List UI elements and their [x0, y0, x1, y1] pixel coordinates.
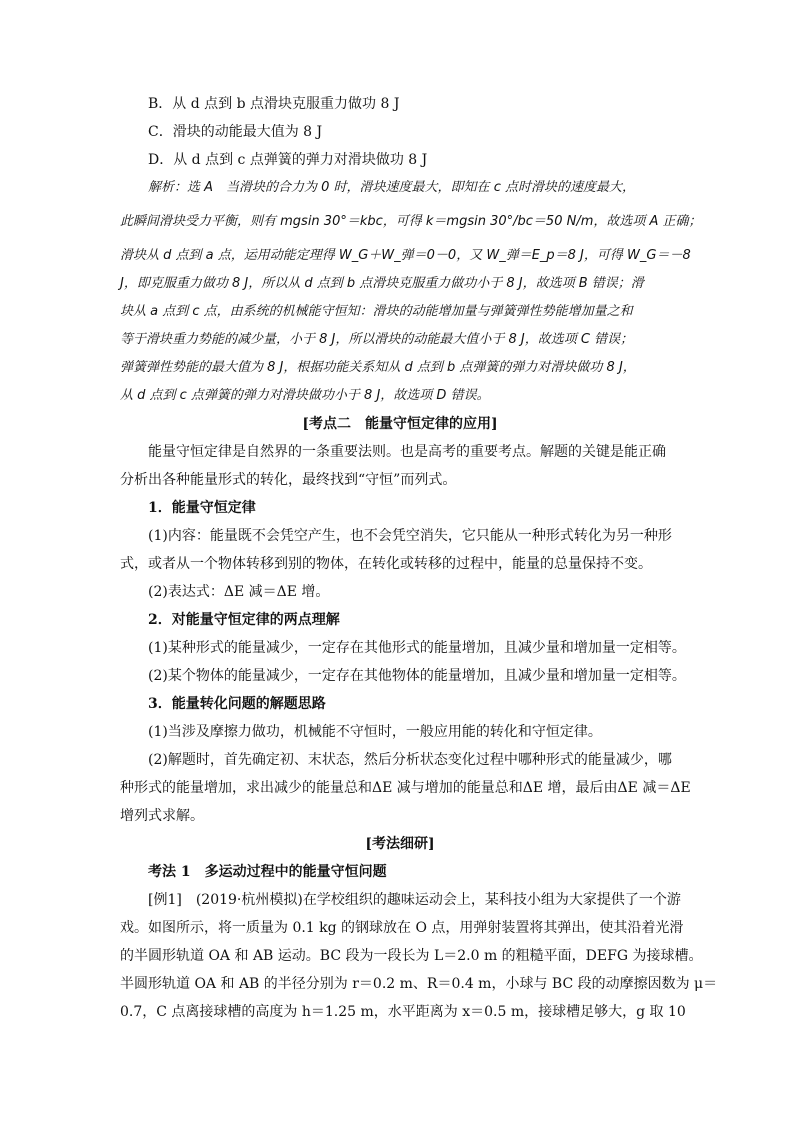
heading-3: 3．能量转化问题的解题思路	[148, 696, 326, 712]
method-title: [考法细研]	[365, 836, 435, 852]
paragraph-line: (1)当涉及摩擦力做功，机械能不守恒时，一般应用能的转化和守恒定律。	[148, 724, 602, 740]
section-title: [考点二 能量守恒定律的应用]	[302, 416, 498, 432]
example-line: 半圆形轨道 OA 和 AB 的半径分别为 r＝0.2 m、R＝0.4 m，小球与 BC 段的动摩擦因数为 μ＝	[120, 976, 718, 992]
solution-line: 弹簧弹性势能的最大值为 8 J，根据功能关系知从 d 点到 b 点弹簧的弹力对滑块做功 8 J，	[120, 360, 636, 375]
paragraph-line: (2)解题时，首先确定初、末状态，然后分析状态变化过程中哪种形式的能量减少，哪	[148, 752, 672, 768]
option-c: C．滑块的动能最大值为 8 J	[148, 124, 323, 140]
method-heading: 考法 1 多运动过程中的能量守恒问题	[148, 864, 387, 880]
paragraph-line: 式，或者从一个物体转移到别的物体，在转化或转移的过程中，能量的总量保持不变。	[120, 556, 652, 572]
paragraph-line: 种形式的能量增加，求出减少的能量总和ΔE 减与增加的能量总和ΔE 增，最后由ΔE 减＝ΔE	[120, 780, 691, 796]
example-line: 的半圆形轨道 OA 和 AB 运动。BC 段为一段长为 L＝2.0 m 的粗糙平面，DEFG 为接球槽。	[120, 948, 703, 964]
intro-line: 能量守恒定律是自然界的一条重要法则。也是高考的重要考点。解题的关键是能正确	[148, 444, 666, 460]
example-line: 戏。如图所示，将一质量为 0.1 kg 的钢球放在 O 点，用弹射装置将其弹出，使其沿着光滑	[120, 920, 684, 936]
paragraph-line: (1)内容：能量既不会凭空产生，也不会凭空消失，它只能从一种形式转化为另一种形	[148, 528, 672, 544]
solution-line: 此瞬间滑块受力平衡，则有 mgsin 30°＝kbc，可得 k＝mgsin 30°/bc＝50 N/m，故选项 A 正确；	[120, 214, 702, 229]
paragraph-line: 增列式求解。	[120, 808, 204, 824]
paragraph-line: (1)某种形式的能量减少，一定存在其他形式的能量增加，且减少量和增加量一定相等。	[148, 640, 686, 656]
formula-line: (2)表达式：ΔE 减＝ΔE 增。	[148, 584, 330, 600]
option-d: D．从 d 点到 c 点弹簧的弹力对滑块做功 8 J	[148, 152, 428, 168]
paragraph-line: (2)某个物体的能量减少，一定存在其他物体的能量增加，且减少量和增加量一定相等。	[148, 668, 686, 684]
solution-line: 滑块从 d 点到 a 点，运用动能定理得 W_G＋W_弹＝0－0，又 W_弹＝E_p＝8 J，可得 W_G＝－8	[120, 248, 691, 263]
option-b: B．从 d 点到 b 点滑块克服重力做功 8 J	[148, 96, 400, 112]
solution-line: 等于滑块重力势能的减少量，小于 8 J，所以滑块的动能最大值小于 8 J，故选项 C 错误；	[120, 332, 634, 347]
heading-2: 2．对能量守恒定律的两点理解	[148, 612, 340, 628]
solution-line: 解析：选 A 当滑块的合力为 0 时，滑块速度最大，即知在 c 点时滑块的速度最大，	[148, 180, 635, 195]
intro-line: 分析出各种能量形式的转化，最终找到“守恒”而列式。	[120, 472, 457, 488]
solution-line: 从 d 点到 c 点弹簧的弹力对滑块做功小于 8 J，故选项 D 错误。	[120, 388, 490, 403]
heading-1: 1．能量守恒定律	[148, 500, 256, 516]
solution-line: 块从 a 点到 c 点，由系统的机械能守恒知：滑块的动能增加量与弹簧弹性势能增加量之和	[120, 304, 633, 319]
example-line: [例1] (2019·杭州模拟)在学校组织的趣味运动会上，某科技小组为大家提供了一个游	[148, 892, 681, 908]
solution-line: J，即克服重力做功 8 J，所以从 d 点到 b 点滑块克服重力做功小于 8 J，故选项 B 错误；滑	[120, 276, 644, 291]
example-line: 0.7，C 点离接球槽的高度为 h＝1.25 m，水平距离为 x＝0.5 m，接球槽足够大，g 取 10	[120, 1004, 686, 1020]
